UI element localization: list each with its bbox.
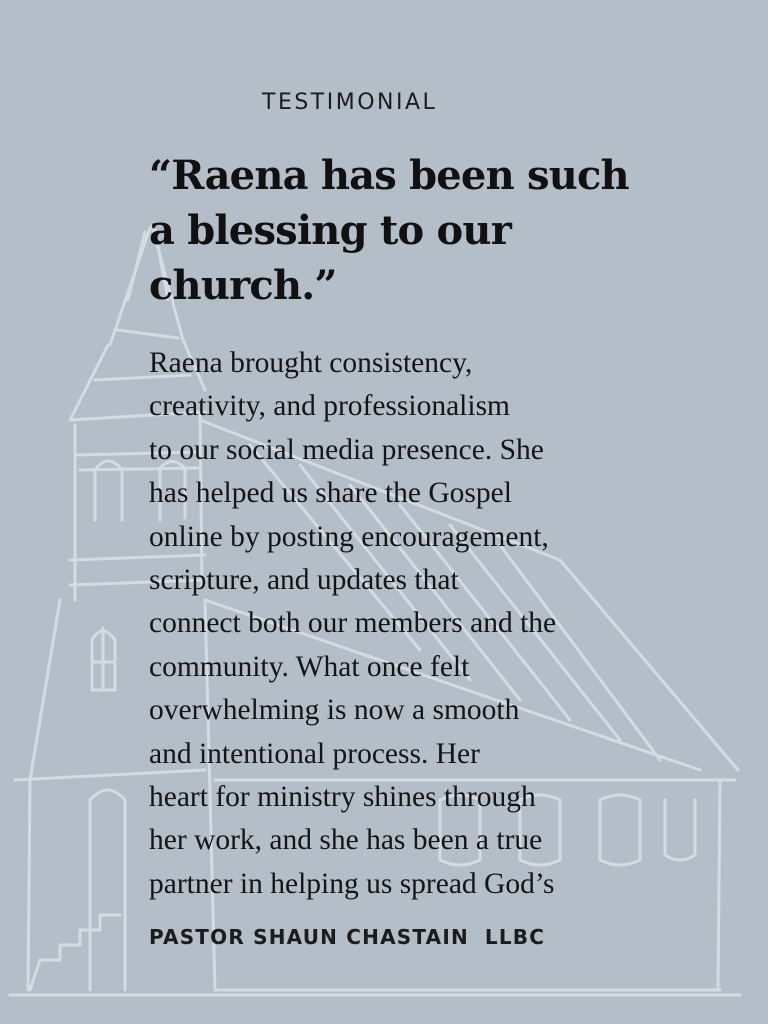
headline-line: church.” — [149, 262, 337, 309]
body-line: to our social media presence. She — [149, 433, 544, 466]
body-line: has helped us share the Gospel — [149, 477, 512, 510]
body-line: community. What once felt — [149, 650, 470, 683]
attribution-name: PASTOR SHAUN CHASTAIN — [149, 925, 469, 949]
body-line: partner in helping us spread God’s — [149, 867, 555, 900]
testimonial-body — [149, 342, 709, 906]
body-line: online by posting encouragement, — [149, 520, 549, 553]
headline-line: “Raena has been such — [149, 152, 629, 199]
body-line: Raena brought consistency, — [149, 347, 473, 379]
testimonial-headline — [149, 148, 669, 313]
attribution — [149, 925, 545, 949]
body-line: creativity, and professionalism — [149, 390, 511, 423]
section-label: TESTIMONIAL — [262, 90, 438, 115]
body-line: and intentional process. Her — [149, 737, 480, 770]
body-line: her work, and she has been a true — [149, 824, 543, 857]
body-line: scripture, and updates that — [149, 564, 459, 597]
body-line: heart for ministry shines through — [149, 781, 536, 814]
attribution-org: LLBC — [484, 925, 546, 949]
body-line: connect both our members and the — [149, 607, 557, 640]
headline-line: a blessing to our — [149, 207, 511, 254]
body-line: overwhelming is now a smooth — [149, 694, 520, 727]
